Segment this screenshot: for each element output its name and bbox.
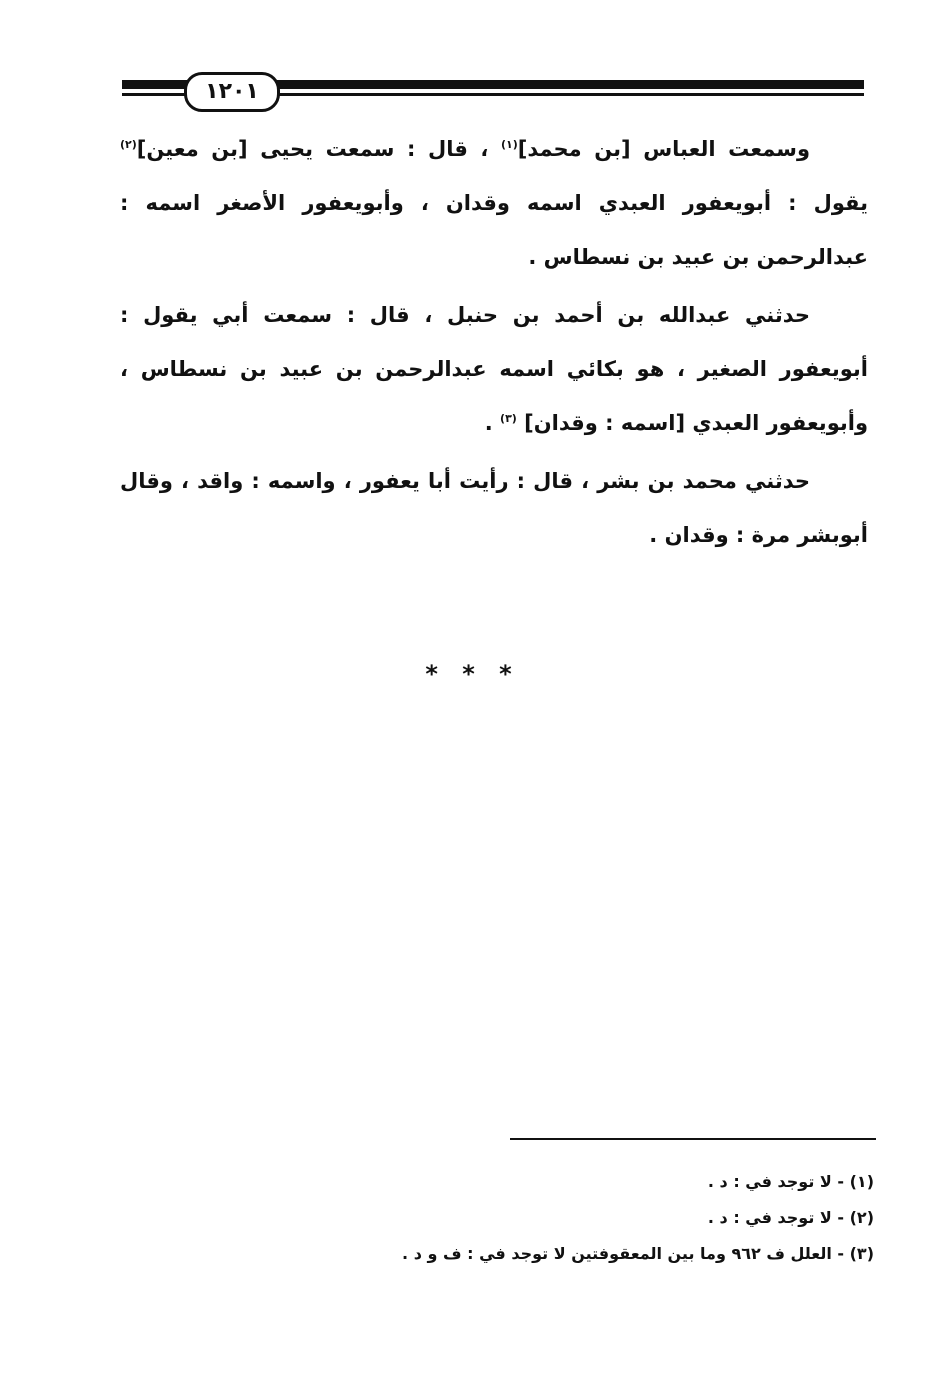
paragraph-2-part-a: حدثني عبدالله بن أحمد بن حنبل ، قال : سمعت أبي يقول : أبويعفور الصغير ، هو بكائي اسمه عبدالرحمن بن عبيد بن نسطاس ، وأبويعفور العبدي [اسمه : وقدان] xyxy=(120,303,868,435)
footnote-ref-3: (٣) xyxy=(500,412,517,425)
main-text xyxy=(120,122,868,566)
footnote-ref-2: (٢) xyxy=(120,138,137,151)
paragraph-3-text: حدثني محمد بن بشر ، قال : رأيت أبا يعفور ، واسمه : واقد ، وقال أبوبشر مرة : وقدان . xyxy=(120,469,868,547)
paragraph-1-part-c: يقول : أبويعفور العبدي اسمه وقدان ، وأبويعفور الأصغر اسمه : عبدالرحمن بن عبيد بن نسطاس . xyxy=(120,191,868,269)
footnote-divider xyxy=(510,1138,876,1140)
page-number: ١٢٠١ xyxy=(184,72,280,112)
paragraph-1-part-b: ، قال : سمعت يحيى [بن معين] xyxy=(136,137,501,161)
paragraph-1-part-a: وسمعت العباس [بن محمد] xyxy=(517,137,810,161)
section-separator: * * * xyxy=(425,660,520,688)
paragraph-3 xyxy=(120,454,868,562)
paragraph-2 xyxy=(120,288,868,450)
paragraph-1 xyxy=(120,122,868,284)
footnote-3: (٣) - العلل ف ٩٦٢ وما بين المعقوفتين لا توجد في : ف و د . xyxy=(402,1244,874,1263)
footnotes xyxy=(300,1164,874,1272)
footnote-ref-1: (١) xyxy=(500,138,518,151)
paragraph-2-part-b: . xyxy=(484,411,501,435)
footnote-2: (٢) - لا توجد في : د . xyxy=(707,1208,874,1227)
footnote-1: (١) - لا توجد في : د . xyxy=(707,1172,874,1191)
page-header xyxy=(122,72,864,112)
